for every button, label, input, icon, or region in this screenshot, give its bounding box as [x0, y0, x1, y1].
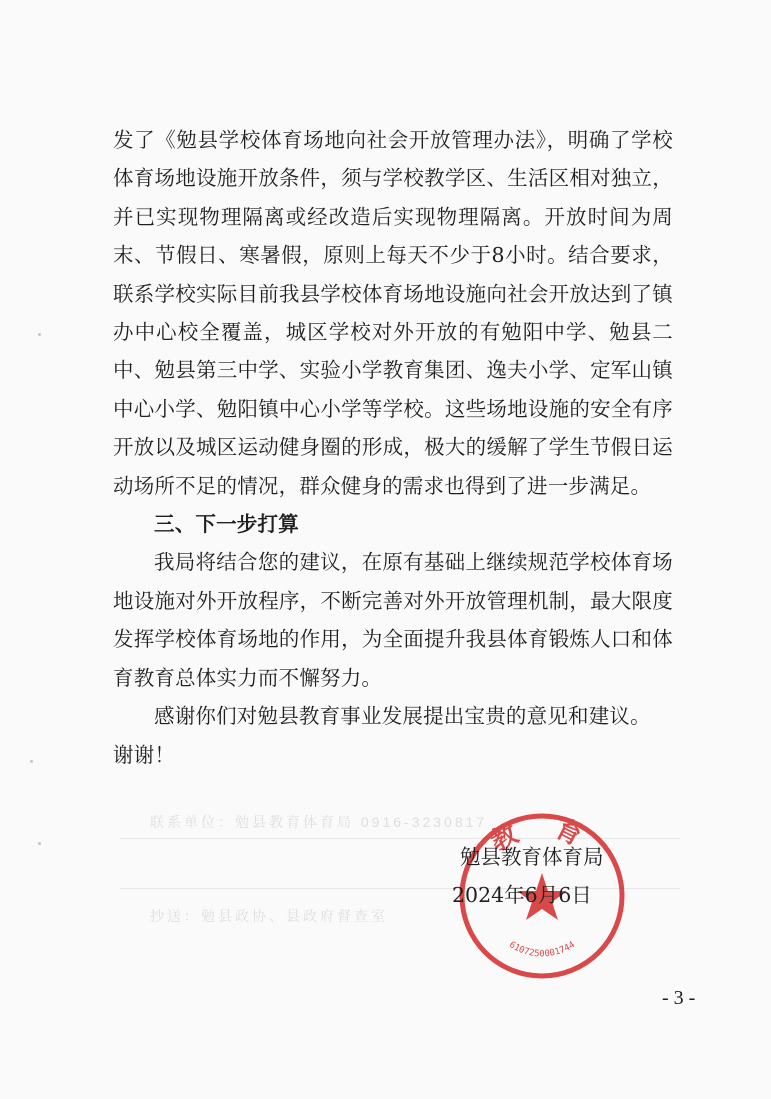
- section-heading: 三、下一步打算: [154, 512, 299, 537]
- seal-serial: 6107250001744: [507, 940, 577, 960]
- page-number: - 3 -: [662, 987, 696, 1009]
- bleed-through-text: 抄送：勉县政协、县政府督查室: [150, 908, 388, 924]
- scan-speck: [38, 333, 41, 336]
- body-paragraph: 我局将结合您的建议，在原有基础上继续规范学校体育场地设施对外开放程序，不断完善对外开放管理机制，最大限度发挥学校体育场地的作用，为全面提升我县体育锻炼人口和体育教育总体实力而不懈努力。: [113, 550, 673, 690]
- closing-line: 谢谢！: [113, 742, 176, 767]
- seal-arc-text: 教 育: [486, 813, 598, 858]
- signature-organization: 勉县教育体育局: [460, 845, 604, 869]
- body-paragraph: 发了《勉县学校体育场地向社会开放管理办法》，明确了学校体育场地设施开放条件，须与学校教学区、生活区相对独立，并已实现物理隔离或经改造后实现物理隔离。开放时间为周末、节假日、寒暑假，原则上每天不少于8小时。结合要求，联系学校实际目前我县学校体育场地设施向社会开放达到了镇办中心校全覆盖，城区学校对外开放的有勉阳中学、勉县二中、勉县第三中学、实验小学教育集团、逸夫小学、定军山镇中心小学、勉阳镇中心小学等学校。这些场地设施的安全有序开放以及城区运动健身圈的形成，极大的缓解了学生节假日运动场所不足的情况，群众健身的需求也得到了进一步满足。: [113, 128, 673, 498]
- body-paragraph: 感谢你们对勉县教育事业发展提出宝贵的意见和建议。: [154, 704, 651, 729]
- signature-date: 2024年6月6日: [452, 883, 592, 907]
- bleed-through-text: 联系单位：勉县教育体育局 0916-3230817: [150, 814, 488, 830]
- document-body: [113, 121, 673, 774]
- scan-speck: [38, 842, 41, 845]
- scan-speck: [30, 760, 33, 763]
